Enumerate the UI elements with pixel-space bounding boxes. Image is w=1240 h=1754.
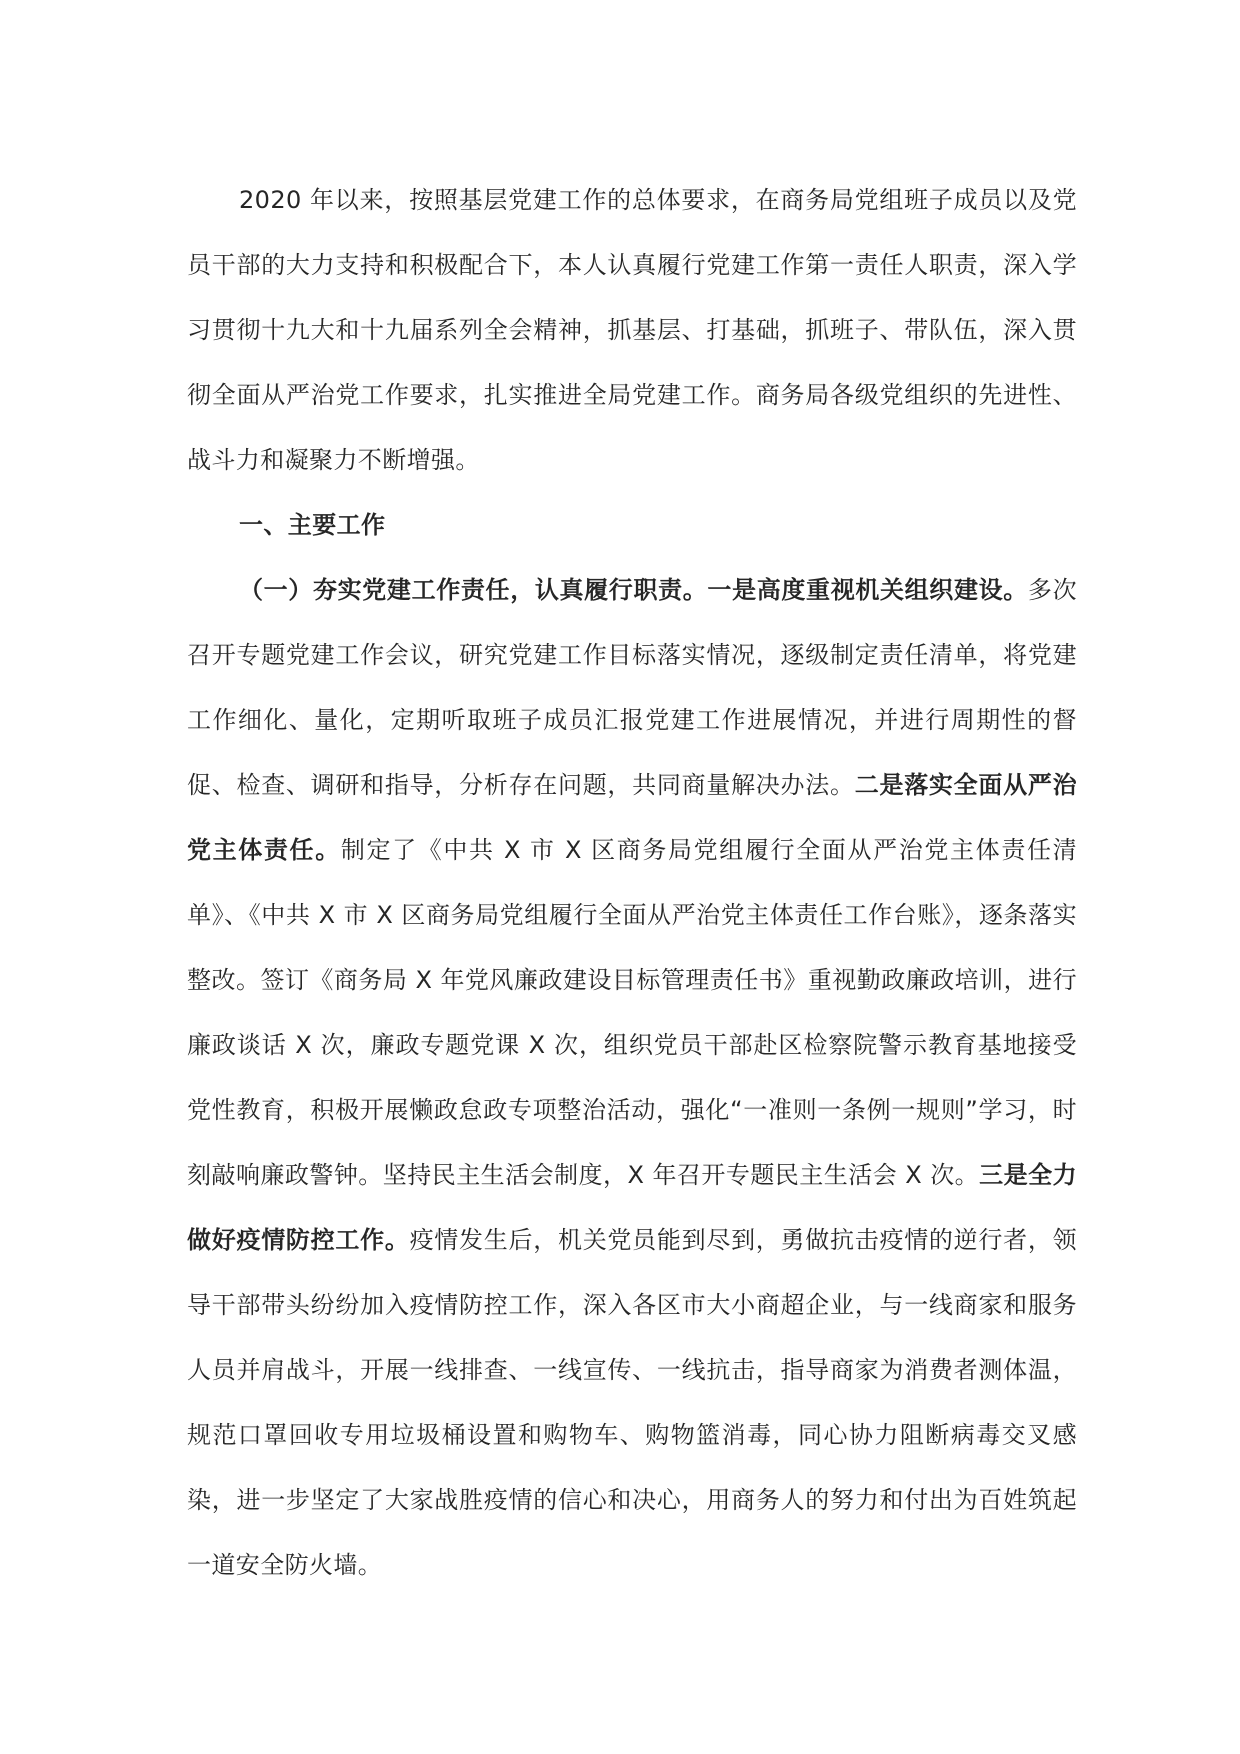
work-paragraph bbox=[187, 558, 1077, 1598]
document-page bbox=[187, 168, 1077, 1598]
point-three-heading: 三是全力做好疫情防控工作。 bbox=[187, 1161, 1077, 1254]
subsection-lead: （一）夯实党建工作责任，认真履行职责。一是高度重视机关组织建设。 bbox=[239, 576, 1028, 604]
paragraph-text-2: 制定了《中共 X 市 X 区商务局党组履行全面从严治党主体责任清单》、《中共 X 市 X 区商务局党组履行全面从严治党主体责任工作台账》，逐条落实整改。签订《商务局 X 年党风廉政建设目标管理责任书》重视勤政廉政培训，进行廉政谈话 X 次，廉政专题党课 X 次，组织党员干部赴区检察院警示教育基地接受党性教育，积极开展懒政怠政专项整治活动，强化“一准则一条例一规则”学习，时刻敲响廉政警钟。坚持民主生活会制度，X 年召开专题民主生活会 X 次。 bbox=[187, 836, 1077, 1189]
section-heading: 一、主要工作 bbox=[239, 511, 386, 539]
paragraph-text-3: 疫情发生后，机关党员能到尽到，勇做抗击疫情的逆行者，领导干部带头纷纷加入疫情防控工作，深入各区市大小商超企业，与一线商家和服务人员并肩战斗，开展一线排查、一线宣传、一线抗击，指导商家为消费者测体温，规范口罩回收专用垃圾桶设置和购物车、购物篮消毒，同心协力阻断病毒交叉感染，进一步坚定了大家战胜疫情的信心和决心，用商务人的努力和付出为百姓筑起一道安全防火墙。 bbox=[187, 1226, 1077, 1579]
point-two-heading: 二是落实全面从严治党主体责任。 bbox=[187, 771, 1077, 864]
intro-paragraph: 2020 年以来，按照基层党建工作的总体要求，在商务局党组班子成员以及党员干部的大力支持和积极配合下，本人认真履行党建工作第一责任人职责，深入学习贯彻十九大和十九届系列全会精神，抓基层、打基础，抓班子、带队伍，深入贯彻全面从严治党工作要求，扎实推进全局党建工作。商务局各级党组织的先进性、战斗力和凝聚力不断增强。 bbox=[187, 186, 1077, 474]
paragraph-text-1: 多次召开专题党建工作会议，研究党建工作目标落实情况，逐级制定责任清单，将党建工作细化、量化，定期听取班子成员汇报党建工作进展情况，并进行周期性的督促、检查、调研和指导，分析存在问题，共同商量解决办法。 bbox=[187, 576, 1077, 799]
